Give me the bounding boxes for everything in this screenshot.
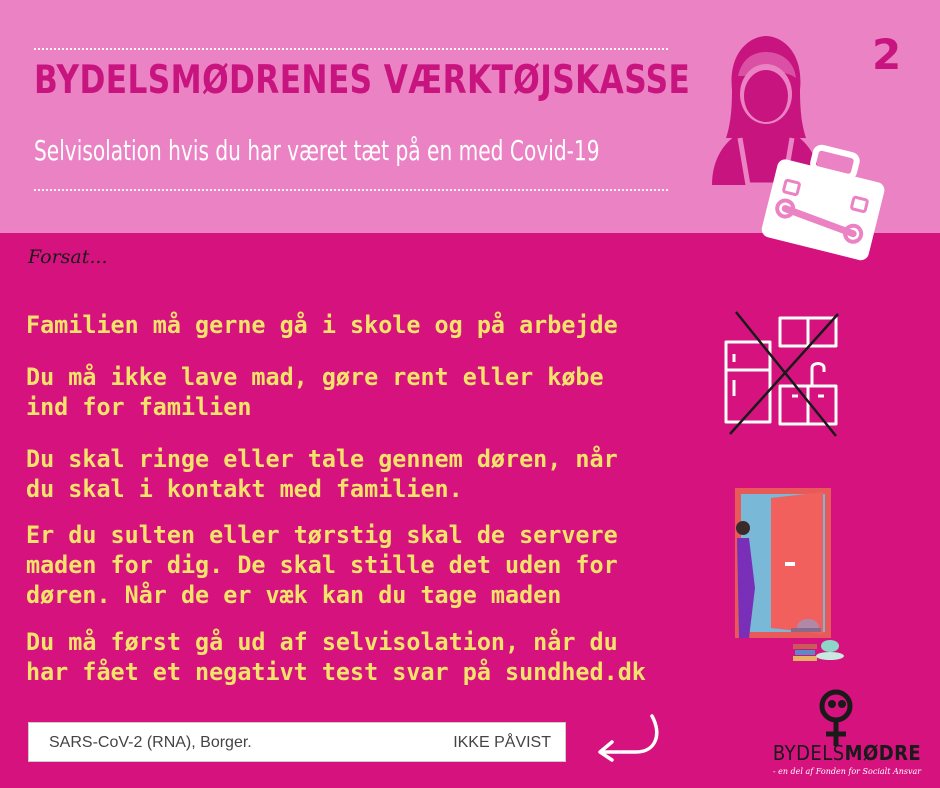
paragraph-line: har fået et negativt test svar på sundhed.dk: [26, 658, 646, 686]
page-number: 2: [872, 30, 902, 79]
paragraph-line: Du skal ringe eller tale gennem døren, når: [26, 445, 618, 473]
paragraph-line: Du må ikke lave mad, gøre rent eller købe: [26, 363, 604, 391]
test-result-box: [28, 722, 566, 762]
rule-paragraph: [26, 362, 604, 422]
page-title: BYDELSMØDRENES VÆRKTØJSKASSE: [34, 58, 691, 103]
logo-tagline: - en del af Fonden for Socialt Ansvar: [772, 767, 922, 776]
paragraph-line: Familien må gerne gå i skole og på arbejde: [26, 311, 618, 339]
test-result-label: SARS-CoV-2 (RNA), Borger.: [49, 734, 252, 751]
logo-name: [771, 741, 924, 765]
header-banner: [0, 0, 940, 233]
rule-paragraph: [26, 444, 618, 504]
crossed-kitchen-icon: [720, 310, 850, 438]
rule-paragraph: [26, 310, 618, 340]
paragraph-line: døren. Når de er væk kan du tage maden: [26, 581, 562, 609]
paragraph-line: Er du sulten eller tørstig skal de servere: [26, 521, 618, 549]
divider-bottom: [34, 189, 668, 191]
toolbox-icon: [760, 142, 890, 262]
curved-arrow-icon: [592, 712, 664, 762]
paragraph-line: Du må først gå ud af selvisolation, når du: [26, 628, 618, 656]
paragraph-line: du skal i kontakt med familien.: [26, 475, 463, 503]
rule-paragraph: [26, 627, 646, 687]
divider-top: [34, 48, 668, 50]
rule-paragraph: [26, 520, 618, 610]
test-result-value: IKKE PÅVIST: [453, 734, 551, 751]
intro-text: Forsat...: [28, 246, 108, 268]
paragraph-line: maden for dig. De skal stille det uden for: [26, 551, 618, 579]
page-subtitle: Selvisolation hvis du har været tæt på en med Covid-19: [34, 134, 600, 167]
logo-name-part1: BYDELS: [772, 741, 845, 765]
door-icon: [735, 488, 845, 664]
paragraph-line: ind for familien: [26, 393, 252, 421]
logo-name-part2: MØDRE: [844, 741, 922, 765]
